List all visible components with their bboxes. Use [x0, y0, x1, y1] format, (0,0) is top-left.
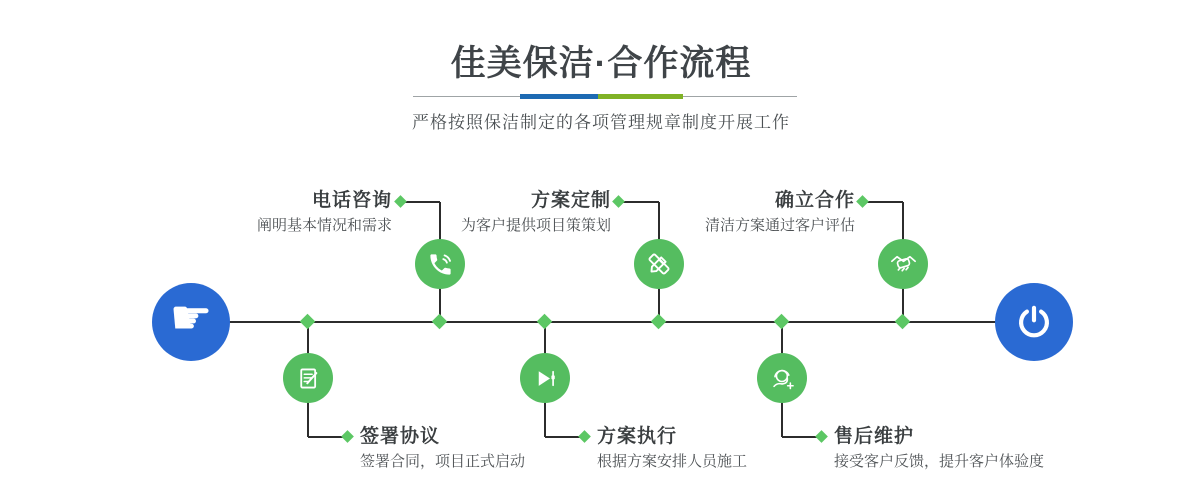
page-title: 佳美保洁·合作流程	[450, 44, 752, 83]
label-diamond	[612, 195, 625, 208]
play-slider-icon	[532, 365, 559, 392]
step-desc: 为客户提供项目策策划	[460, 217, 611, 234]
step-title: 方案执行	[597, 426, 678, 447]
step-label-execute	[597, 426, 747, 471]
step-title: 确立合作	[774, 190, 855, 211]
junction-diamond	[432, 314, 448, 330]
step-desc: 阐明基本情况和需求	[256, 217, 392, 234]
step-node-execute	[520, 353, 570, 403]
label-diamond	[394, 195, 407, 208]
junction-diamond	[895, 314, 911, 330]
junction-diamond	[300, 314, 316, 330]
step-label-aftersales	[834, 426, 1044, 471]
label-diamond	[856, 195, 869, 208]
divider-green-segment	[598, 94, 683, 99]
power-icon	[1014, 302, 1054, 342]
step-label-design	[461, 190, 611, 235]
headset-plus-icon	[768, 364, 797, 393]
step-title: 签署协议	[360, 426, 441, 447]
label-diamond	[578, 430, 591, 443]
junction-diamond	[537, 314, 553, 330]
label-diamond	[815, 430, 828, 443]
step-desc: 签署合同，项目正式启动	[360, 453, 526, 470]
label-diamond	[341, 430, 354, 443]
step-title: 电话咨询	[311, 190, 392, 211]
step-label-phone	[257, 190, 392, 235]
phone-icon	[427, 251, 454, 278]
step-title: 售后维护	[834, 426, 915, 447]
pencil-ruler-icon	[644, 249, 674, 279]
contract-pen-icon	[294, 364, 323, 393]
title-divider	[413, 94, 797, 99]
step-node-phone	[415, 239, 465, 289]
step-title: 方案定制	[530, 190, 611, 211]
handshake-icon	[888, 249, 919, 280]
step-node-aftersales	[757, 353, 807, 403]
step-desc: 清洁方案通过客户评估	[704, 217, 855, 234]
step-node-contract	[283, 353, 333, 403]
step-label-contract	[360, 426, 525, 471]
junction-diamond	[651, 314, 667, 330]
step-desc: 接受客户反馈，提升客户体验度	[834, 453, 1045, 470]
end-node	[995, 283, 1073, 361]
junction-diamond	[774, 314, 790, 330]
hand-pointer-icon: ☛	[169, 292, 213, 345]
step-node-design	[634, 239, 684, 289]
step-label-cooperate	[705, 190, 855, 235]
step-desc: 根据方案安排人员施工	[597, 453, 748, 470]
start-node	[152, 283, 230, 361]
divider-blue-segment	[520, 94, 598, 99]
step-node-cooperate	[878, 239, 928, 289]
page-subtitle: 严格按照保洁制定的各项管理规章制度开展工作	[412, 113, 790, 132]
